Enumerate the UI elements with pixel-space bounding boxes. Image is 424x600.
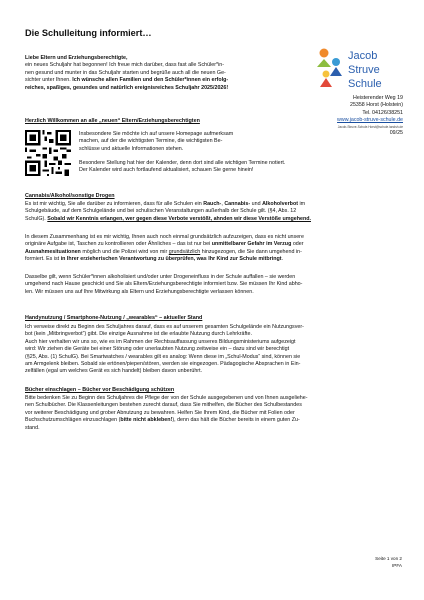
text: möglich und die Polizei wird von mir bbox=[80, 248, 169, 255]
author-initials: IPFA bbox=[392, 562, 402, 568]
text: am Armgelenk bleiben. Sobald sie ertönen/piepen/stören, werden sie eingezogen. Pädagogische Absprachen in Ein- bbox=[25, 361, 301, 368]
text: Alkoholverbot bbox=[262, 201, 298, 207]
text: bot (kein „Mitbringverbot“) gibt. Die einzige Ausnahme ist die erlaubte Nutzung durch Lehrkräfte. bbox=[25, 331, 252, 338]
welcome-line: Insbesondere Sie möchte ich auf unsere Homepage aufmerksam bbox=[79, 131, 234, 137]
intro-line: nen gesund und munter in das Schuljahr starten und begrüße auch all die neuen Ge- bbox=[25, 69, 226, 76]
text: Auch hier verhalten wir uns so, wie es im Rahmen der Rechtsauffassung unseres Bildungsministeriums aufgezeigt bbox=[25, 338, 296, 345]
welcome-text bbox=[79, 131, 233, 153]
qr-code-icon[interactable] bbox=[25, 130, 71, 176]
email-address[interactable]: Jacob-Struve-Schule.Horst@schule.landsh.de bbox=[337, 124, 403, 129]
text: nen Schulbücher. Die Klassenleitungen bestehen zurecht darauf, dass Sie mithelfen, die Bücher des Schulbestandes bbox=[25, 402, 302, 409]
page-footer bbox=[375, 556, 402, 569]
text: oder bbox=[291, 241, 304, 248]
text: (§25, Abs. (1) SchulG). Bei Smartwatches / wearables gilt es analog: Wenn diese im „Schul-Modus“ sind, können sie bbox=[25, 353, 301, 360]
intro-line: sichter unter Ihnen. bbox=[25, 77, 73, 84]
drugs-heading: Cannabis/Alkohol/sonstige Drogen bbox=[25, 193, 115, 199]
text: In diesem Zusammenhang ist es mir wichtig, Ihnen auch noch einmal grundsätzlich aufzuzeigen, dass es nicht unsere bbox=[25, 234, 304, 240]
drugs-para-1 bbox=[25, 201, 311, 223]
logo-word: Jacob bbox=[348, 50, 378, 62]
text: Bitte bedenken Sie zu Beginn des Schuljahres die Pflege der von der Schule ausgegebenen und von Ihnen ausgeliehe- bbox=[25, 395, 308, 401]
text: wird: Wir ziehen die Geräte bei einer Störung oder unerlaubten Nutzung zeitweise ein – dazu sind wir berechtigt bbox=[25, 346, 290, 353]
letter-date: 09/25 bbox=[389, 129, 403, 136]
text: grundsätzlich bbox=[168, 248, 201, 255]
welcome-line: Der Kalender wird auch fortlaufend aktualisiert, schauen Sie gerne hinein! bbox=[79, 167, 254, 174]
text: in Ihrer erzieherischen Verantwortung zu überprüfen, was Ihr Kind zur Schule mitbringt bbox=[60, 256, 282, 263]
intro-line: ein neues Schuljahr hat begonnen! Ich freue mich darüber, dass fast alle Schüler*in- bbox=[25, 62, 225, 69]
welcome-calendar bbox=[79, 160, 285, 175]
intro-wish: Ich wünsche allen Familien und den Schüler*innen ein erfolg- bbox=[72, 77, 229, 84]
text: SchulG). bbox=[25, 215, 48, 222]
phone-heading: Handynutzung / Smartphone-Nutzung / „wearables“ – aktueller Stand bbox=[25, 315, 203, 321]
welcome-line: Besondere Stellung hat hier der Kalender, denn dort sind alle wichtigen Termine notiert. bbox=[79, 160, 286, 166]
books-heading: Bücher einschlagen – Bücher vor Beschädigung schützen bbox=[25, 387, 175, 393]
address-street: Heisterender Weg 19 bbox=[353, 95, 403, 101]
text: Dasselbe gilt, wenn Schüler*innen alkoholisiert und/oder unter Drogeneinfluss in der Schule auffallen – sie werden bbox=[25, 274, 296, 280]
text: im bbox=[298, 201, 306, 207]
text: hinzugezogen, die Sie dann umgehend in- bbox=[200, 248, 302, 255]
text: ), denn das hält die Bücher bereits in einem guten Zu- bbox=[172, 417, 300, 424]
text: Sobald wir Kenntnis erlangen, wer gegen diese Verbote verstößt, ahnden wir diese Verstöße umgehend. bbox=[47, 215, 311, 222]
text: formiert. Es ist bbox=[25, 256, 61, 263]
website-link[interactable]: www.jacob-struve-schule.de bbox=[337, 117, 403, 124]
text: Buchschutzumschlägen einzuschlagen ( bbox=[25, 417, 121, 424]
page-number: Seite 1 von 2 bbox=[375, 556, 402, 561]
logo-word: Schule bbox=[348, 78, 382, 90]
welcome-line: schlüsse und aktuelle Informationen stehen. bbox=[79, 145, 184, 152]
welcome-line: machen, auf der die wichtigsten Termine, die wichtigsten Be- bbox=[79, 138, 223, 145]
text: vor weiterer Beschädigung und grober Abnutzung zu bewahren. Helfen Sie Ihrem Kind, die Bücher mit Folien oder bbox=[25, 409, 295, 416]
logo-word: Struve bbox=[348, 64, 380, 76]
address-city: 25358 Horst (Holstein) bbox=[350, 102, 403, 109]
intro-wish: reiches, spaßiges, gesundes und natürlich ereignisreiches Schuljahr 2025/2026! bbox=[25, 84, 229, 91]
page-title: Die Schulleitung informiert… bbox=[25, 28, 152, 38]
greeting: Liebe Eltern und Erziehungsberechtigte, bbox=[25, 55, 128, 61]
text: Ausnahmesituationen bbox=[25, 248, 81, 255]
text: , bbox=[221, 201, 225, 207]
drugs-para-2 bbox=[25, 234, 304, 264]
text: Es ist mir wichtig, Sie alle darüber zu informieren, dass für alle Schulen ein bbox=[25, 201, 204, 207]
text: . bbox=[281, 256, 284, 263]
text: zelfällen (egal um welches Gerät es sich handelt) bleiben davon unberührt. bbox=[25, 368, 203, 375]
text: unmittelbarer Gefahr im Verzug bbox=[211, 241, 292, 248]
phone-para bbox=[25, 324, 304, 376]
text: Rauch- bbox=[203, 201, 222, 207]
text: originäre Aufgabe ist, Taschen zu kontrollieren oder Ähnliches – das ist nur bei bbox=[25, 241, 212, 248]
text: Cannabis- bbox=[224, 201, 251, 207]
books-para bbox=[25, 395, 308, 432]
logo-mark-icon bbox=[314, 43, 404, 101]
text: len. Wir müssen uns auf Ihre Mitwirkung als Eltern und Erziehungsberechtigte verlassen können. bbox=[25, 288, 254, 295]
text: Ich verweise direkt zu Beginn des Schuljahres darauf, dass es auf unserem gesamten Schulgelände ein Nutzungsver- bbox=[25, 324, 304, 330]
text: umgehend nach Hause geschickt und Sie als Eltern/Erziehungsberechtigte informiert bzw. Sie müssen Ihr Kind abho- bbox=[25, 281, 303, 288]
school-address bbox=[337, 95, 403, 137]
text: bitte nicht abkleben! bbox=[120, 417, 173, 424]
address-phone: Tel. 04126/38251 bbox=[362, 109, 403, 116]
drugs-para-3 bbox=[25, 274, 302, 296]
welcome-heading: Herzlich Willkommen an alle „neuen“ Eltern/Erziehungsberechtigten bbox=[25, 118, 200, 124]
text: und bbox=[250, 201, 263, 207]
school-logo bbox=[314, 43, 404, 101]
text: Schulgebäude, auf dem Schulgelände und bei schulischen Veranstaltungen außerhalb der Schule gilt. (§4, Abs. 12 bbox=[25, 208, 297, 215]
text: stand. bbox=[25, 424, 40, 431]
intro bbox=[25, 55, 228, 92]
